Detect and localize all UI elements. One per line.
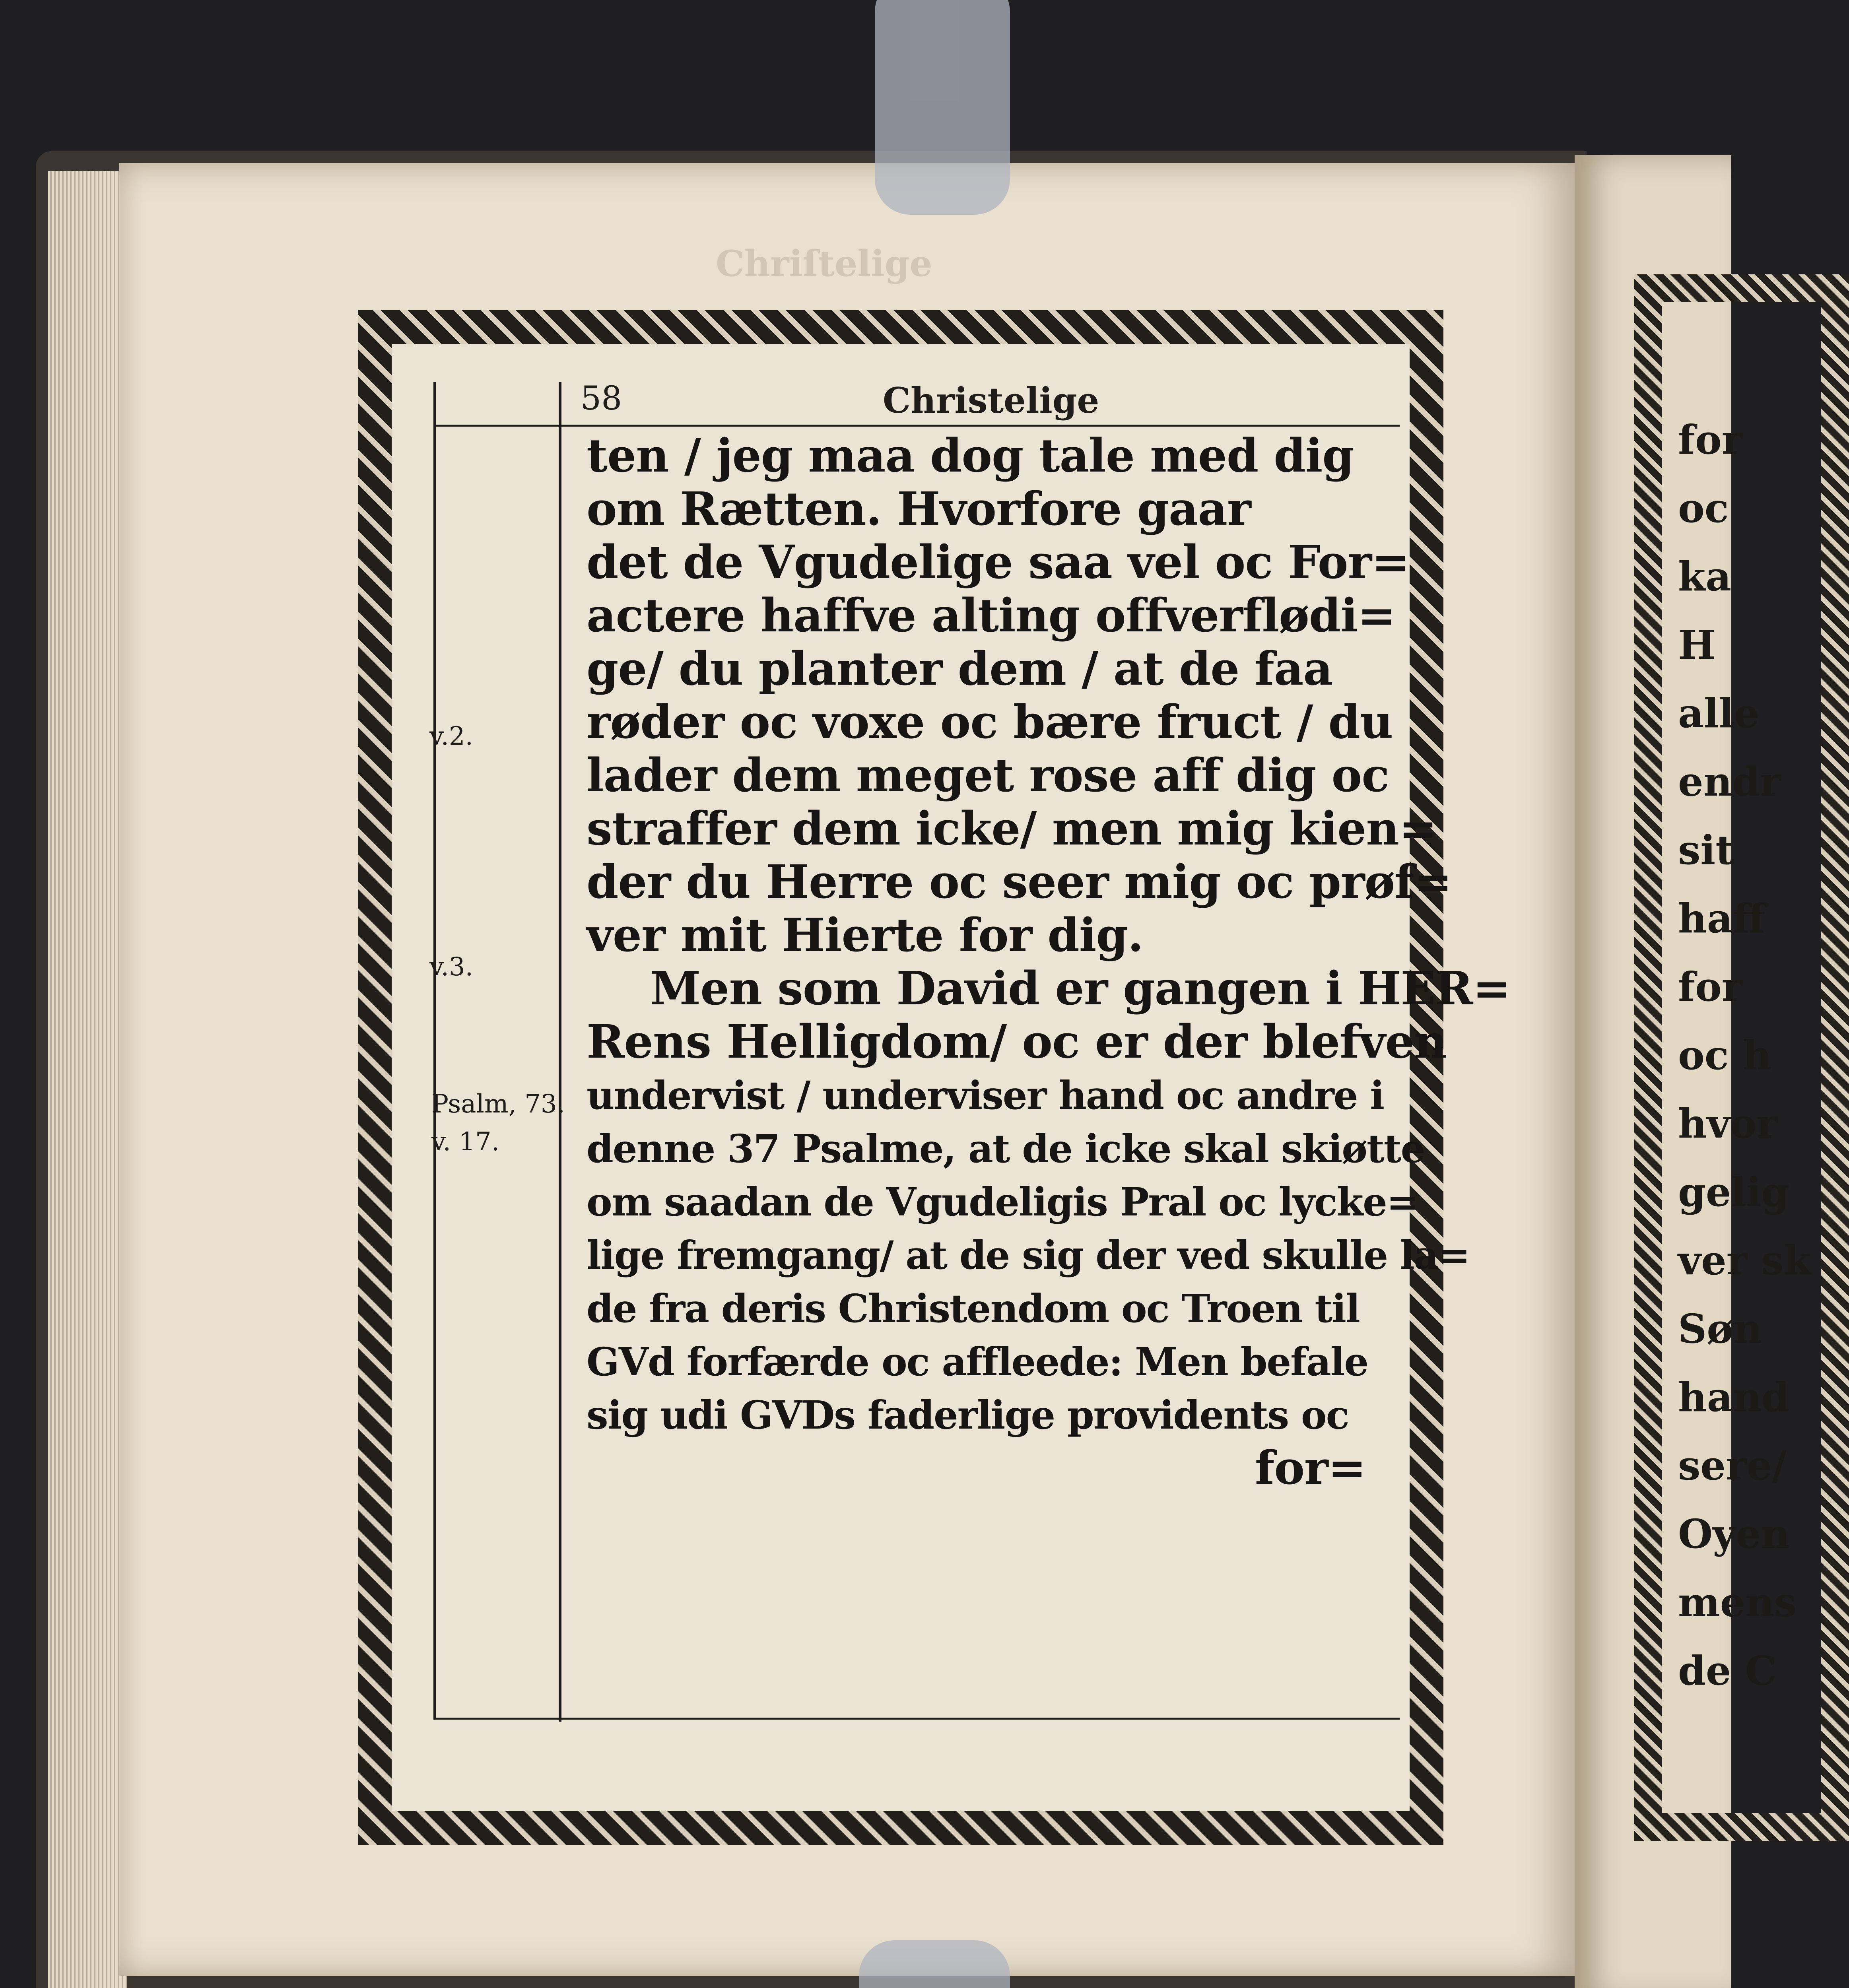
text-line: det de Vgudelige saa vel oc For=: [587, 536, 1410, 589]
text-line: røder oc voxe oc bære fruct / du: [587, 695, 1393, 749]
page-number: 58: [581, 380, 622, 417]
margin-note: v.2.: [429, 722, 473, 751]
margin-note: v. 17.: [431, 1127, 500, 1157]
page-edges: [48, 171, 127, 1988]
right-page: [1575, 155, 1811, 1988]
text-line: ten / jeg maa dog tale med dig: [587, 429, 1354, 483]
header-rule: [433, 425, 1400, 427]
text-line: undervist / underviser hand oc andre i: [587, 1073, 1384, 1118]
right-page-text: for oc ka H alle endr sit haff for oc h hvor gelig ver sk Søn hand sere/ Oyen mens de C: [1678, 416, 1811, 1694]
margin-rule-left: [433, 382, 436, 1718]
left-page: Chriſtelige: [119, 163, 1579, 1976]
text-line: om saadan de Vgudeligis Pral oc lycke=: [587, 1179, 1418, 1225]
margin-note: v.3.: [429, 952, 473, 982]
margin-rule: [559, 382, 561, 1722]
text-line: om Rætten. Hvorfore gaar: [587, 482, 1251, 536]
catchword: for=: [1255, 1441, 1366, 1495]
text-line: straffer dem icke/ men mig kien=: [587, 802, 1437, 856]
running-title: Christelige: [883, 380, 1099, 421]
text-line: GVd forfærde oc affleede: Men befale: [587, 1339, 1368, 1384]
text-line: ge/ du planter dem / at de faa: [587, 642, 1332, 696]
text-line: sig udi GVDs faderlige providents oc: [587, 1392, 1349, 1438]
body-text: [587, 429, 1511, 1495]
text-line: lader dem meget rose aff dig oc: [587, 749, 1389, 802]
text-line: lige fremgang/ at de sig der ved skulle la=: [587, 1233, 1470, 1278]
text-line: Men som David er gangen i HER=: [650, 962, 1511, 1015]
text-line: ver mit Hierte for dig.: [587, 909, 1143, 962]
text-line: Rens Helligdom/ oc er der blefven: [587, 1015, 1447, 1069]
margin-note: Psalm, 73.: [431, 1089, 565, 1119]
bottom-rule: [433, 1718, 1400, 1720]
text-line: de fra deris Christendom oc Troen til: [587, 1286, 1360, 1331]
book-strap-bottom: [859, 1940, 1010, 1988]
text-line: denne 37 Psalme, at de icke skal skiøtte: [587, 1126, 1425, 1171]
text-line: der du Herre oc seer mig oc prøf=: [587, 855, 1452, 909]
book-strap-top: [875, 0, 1010, 215]
text-line: actere haffve alting offverflødi=: [587, 589, 1396, 643]
